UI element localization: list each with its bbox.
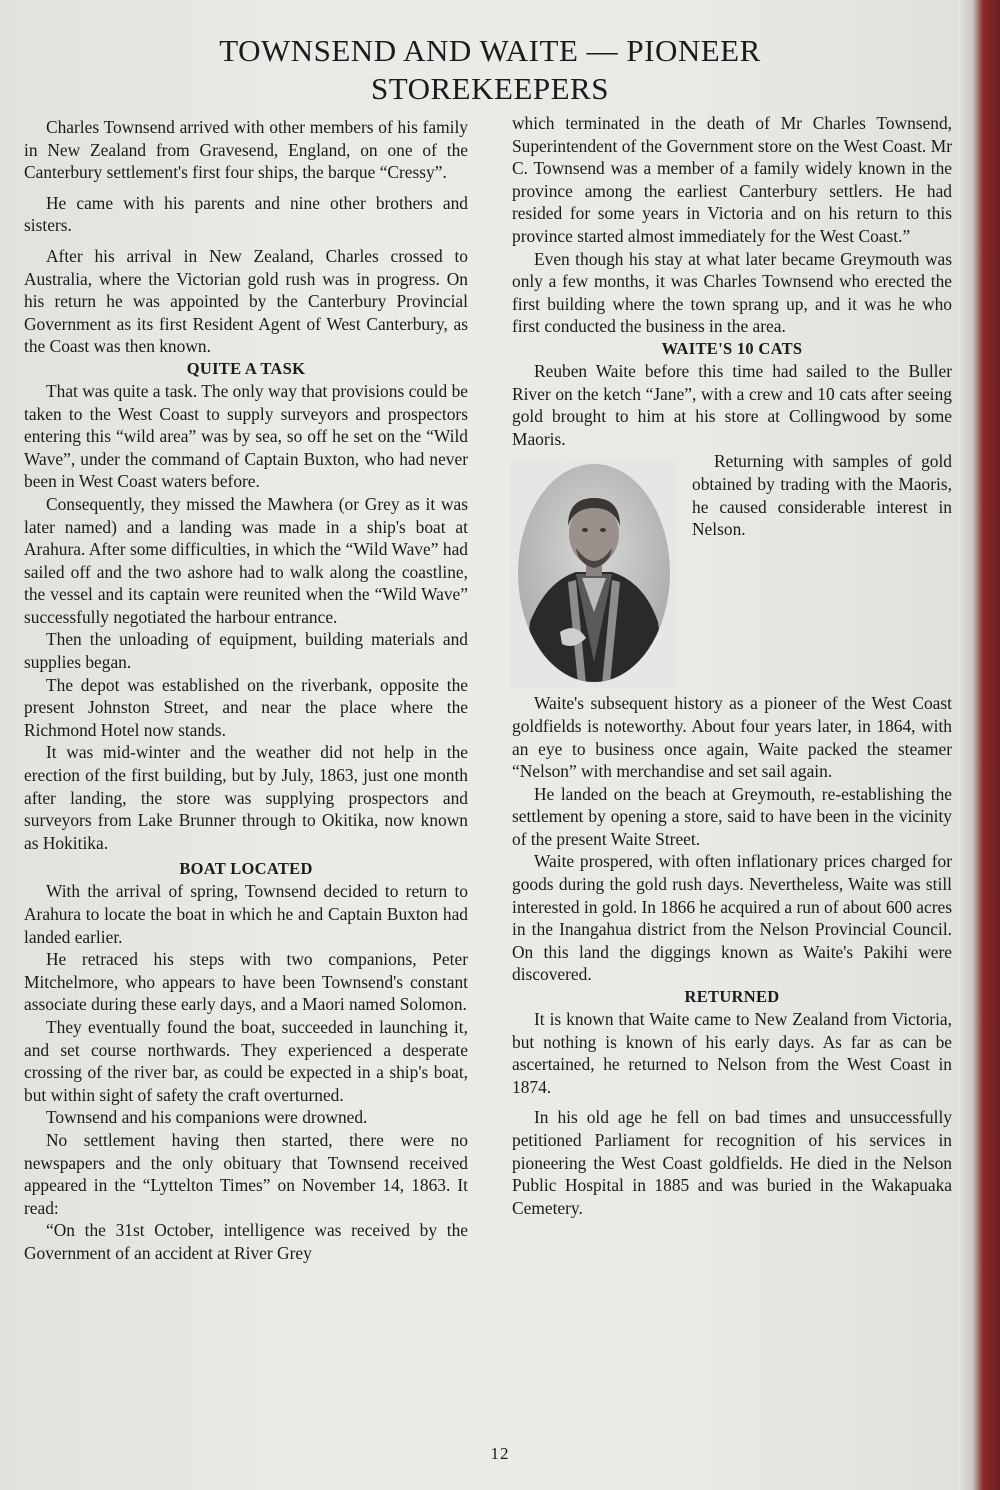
paragraph: He retraced his steps with two companions, Peter Mitchelmore, who appears to have been Townsend's constant associate during these early days, and a Maori named Solomon. <box>24 949 468 1015</box>
paragraph: He came with his parents and nine other brothers and sisters. <box>24 192 468 236</box>
paragraph: Reuben Waite before this time had sailed to the Buller River on the ketch “Jane”, with a crew and 10 cats after seeing gold brought to him at his store at Collingwood by some Maoris. <box>512 360 952 449</box>
section-heading-waites-10-cats: WAITE'S 10 CATS <box>661 338 803 358</box>
paragraph: With the arrival of spring, Townsend decided to return to Arahura to locate the boat in which he and Captain Buxton had landed earlier. <box>24 881 468 947</box>
paragraph: No settlement having then started, there were no newspapers and the only obituary that Townsend received appeared in the “Lyttelton Times” on November 14, 1863. It read: <box>24 1129 468 1218</box>
portrait-image <box>516 462 672 684</box>
paragraph: Even though his stay at what later became Greymouth was only a few months, it was Charles Townsend who erected the first building where the town sprang up, and it was he who first conducted the business in the area. <box>512 248 952 337</box>
paragraph: They eventually found the boat, succeeded in launching it, and set course northwards. They experienced a desperate crossing of the river bar, as could be expected in a ship's boat, but within sight of safety the craft overturned. <box>24 1016 468 1105</box>
paragraph: Waite's subsequent history as a pioneer of the West Coast goldfields is noteworthy. About four years later, in 1864, with an eye to business once again, Waite packed the steamer “Nelson” with merchandise and set sail again. <box>512 693 952 782</box>
paragraph: Returning with samples of gold obtained by trading with the Maoris, he caused considerable interest in Nelson. <box>692 451 952 540</box>
section-heading-boat-located: BOAT LOCATED <box>179 859 313 879</box>
paragraph: He landed on the beach at Greymouth, re-establishing the settlement by opening a store, said to have been in the vicinity of the present Waite Street. <box>512 783 952 849</box>
left-column <box>24 116 468 1265</box>
title-line-2: STOREKEEPERS <box>371 71 609 106</box>
paragraph: Then the unloading of equipment, building materials and supplies began. <box>24 629 468 673</box>
paragraph: Waite prospered, with often inflationary prices charged for goods during the gold rush days. Nevertheless, Waite was still interested in gold. In 1866 he acquired a run of about 600 acres in the Inangahua district from the Nelson Provincial Council. On this land the diggings known as Waite's Pakihi were discovered. <box>512 851 952 985</box>
paragraph: Townsend and his companions were drowned. <box>46 1107 368 1128</box>
section-heading-returned: RETURNED <box>684 987 780 1007</box>
paragraph: Consequently, they missed the Mawhera (or Grey as it was later named) and a landing was made in a ship's boat at Arahura. After some difficulties, in which the “Wild Wave” had sailed off and the two ashore had to walk along the coastline, the vessel and its captain were reunited when the “Wild Wave” successfully negotiated the harbour entrance. <box>24 493 468 627</box>
section-heading-quite-a-task: QUITE A TASK <box>186 358 306 378</box>
paragraph: In his old age he fell on bad times and unsuccessfully petitioned Parliament for recognition of his services in pioneering the West Coast goldfields. He died in the Nelson Public Hospital in 1885 and was buried in the Wakapuaka Cemetery. <box>512 1107 952 1218</box>
page-number: 12 <box>490 1444 510 1463</box>
paragraph: That was quite a task. The only way that provisions could be taken to the West Coast to supply surveyors and prospectors entering this “wild area” was by sea, so off he set on the “Wild Wave”, under the command of Captain Buxton, who had never been in West Coast waters before. <box>24 380 468 492</box>
portrait-photo <box>510 458 678 688</box>
title-line-1: TOWNSEND AND WAITE — PIONEER <box>219 33 761 68</box>
paragraph: which terminated in the death of Mr Charles Townsend, Superintendent of the Government store on the West Coast. Mr C. Townsend was a member of a family widely known in the province among the earliest Canterbury settlers. He had resided for some years in Victoria and on his return to this province started almost immediately for the West Coast.” <box>512 113 952 246</box>
paragraph: The depot was established on the riverbank, opposite the present Johnston Street, and near the place where the Richmond Hotel now stands. <box>24 674 468 740</box>
paragraph: “On the 31st October, intelligence was received by the Government of an accident at River Grey <box>24 1220 468 1263</box>
paragraph: Charles Townsend arrived with other members of his family in New Zealand from Gravesend, England, on one of the Canterbury settlement's first four ships, the barque “Cressy”. <box>24 117 468 183</box>
page-edge <box>958 0 1000 1490</box>
paragraph: It was mid-winter and the weather did not help in the erection of the first building, but by July, 1863, just one month after landing, the store was supplying prospectors and surveyors from Lake Brunner through to Okitika, now known as Hokitika. <box>24 742 468 853</box>
article-title <box>120 32 860 108</box>
paragraph: It is known that Waite came to New Zealand from Victoria, but nothing is known of his early days. As far as can be ascertained, he returned to Nelson from the West Coast in 1874. <box>512 1009 952 1097</box>
right-column <box>512 112 952 1219</box>
paragraph: After his arrival in New Zealand, Charles crossed to Australia, where the Victorian gold rush was in progress. On his return he was appointed by the Canterbury Provincial Government as its first Resident Agent of West Canterbury, as the Coast was then known. <box>24 245 468 357</box>
